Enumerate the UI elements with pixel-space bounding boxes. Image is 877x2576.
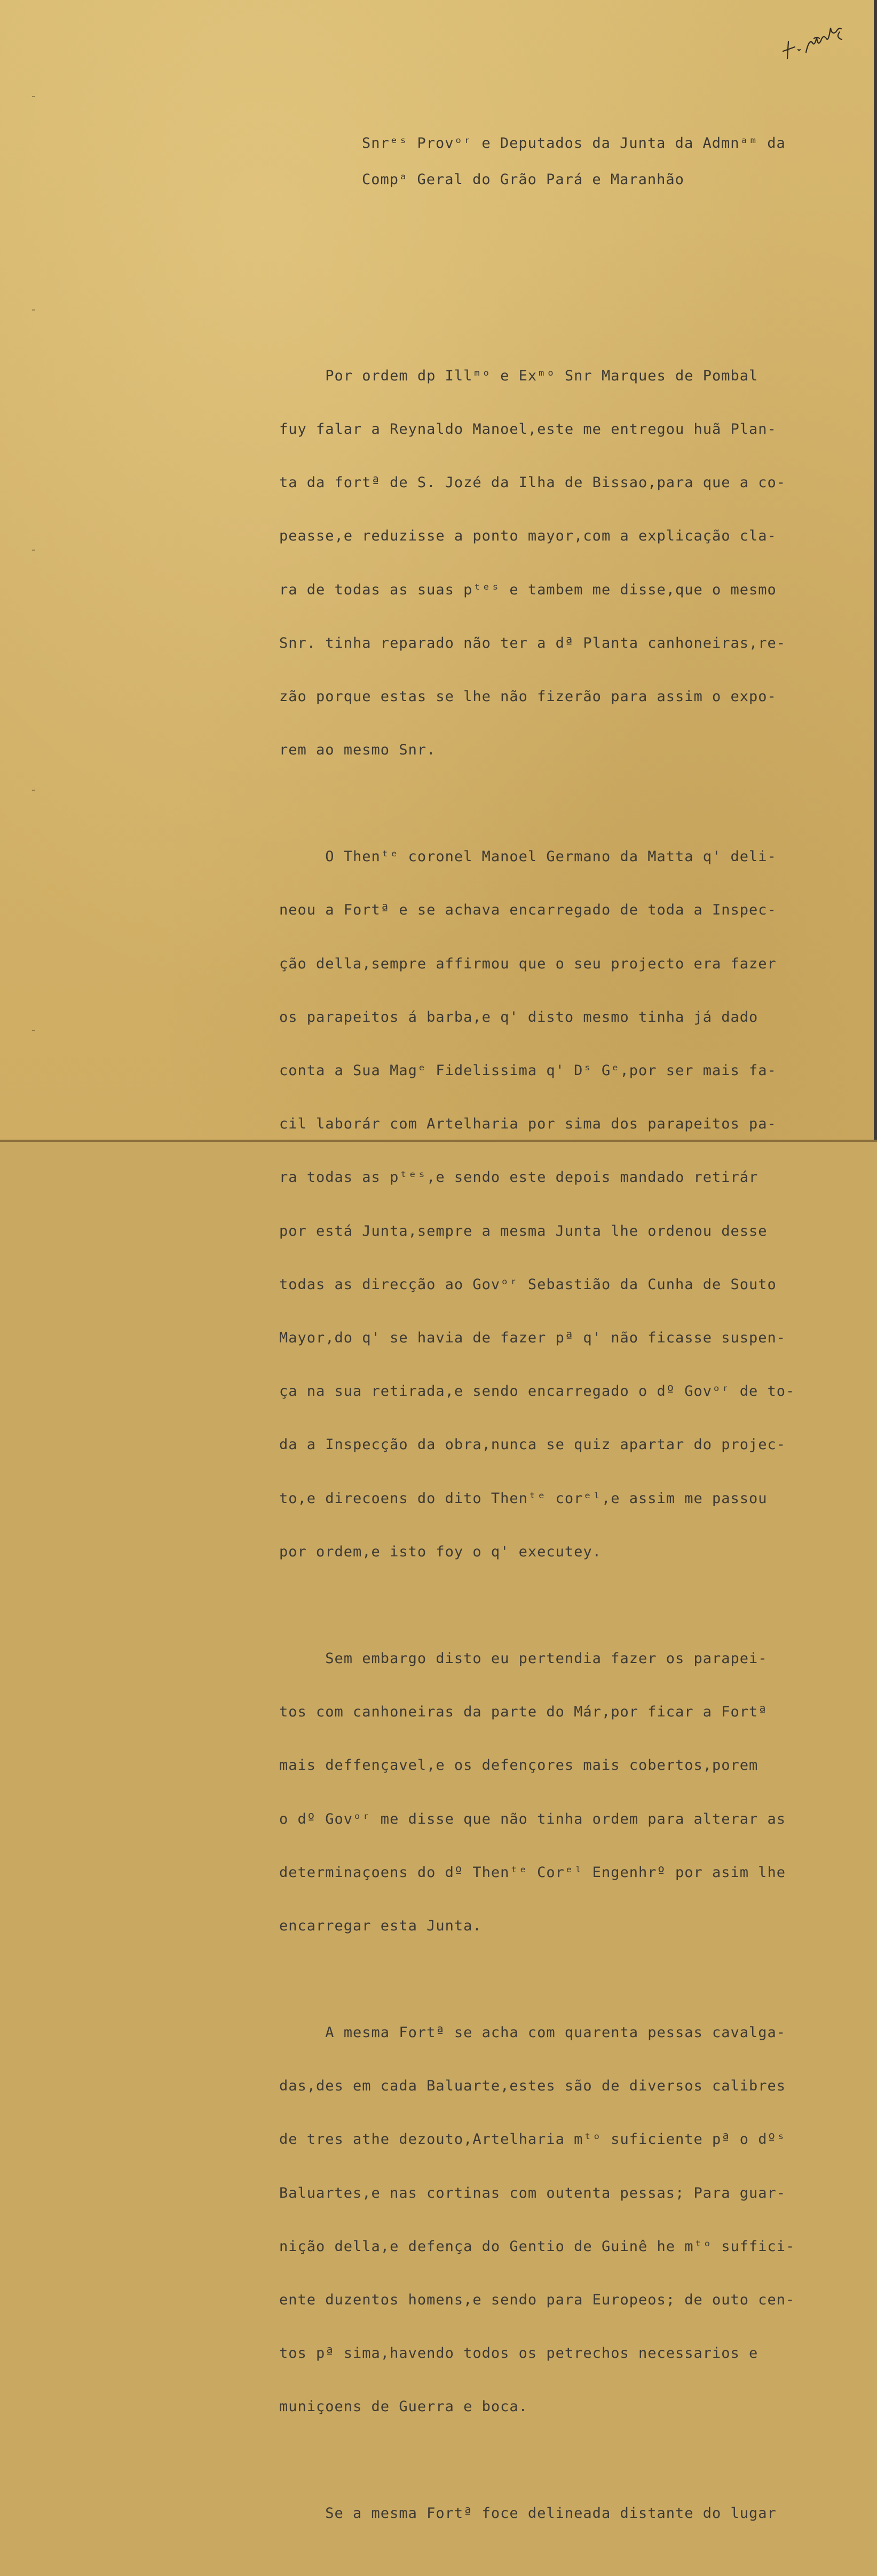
text-line: to,e direcoens do dito Thenᵗᵉ corᵉˡ,e assim me passou: [279, 1490, 768, 1507]
text-line: por está Junta,sempre a mesma Junta lhe ordenou desse: [279, 1222, 768, 1239]
text-line: Snr. tinha reparado não ter a dª Planta canhoneiras,re-: [279, 634, 786, 651]
text-line: conta a Sua Magᵉ Fidelissima q' Dˢ Gᵉ,por ser mais fa-: [279, 1062, 777, 1079]
text-line: zão porque estas se lhe não fizerão para assim o expo-: [279, 688, 777, 705]
text-line: determinaçoens do dº Thenᵗᵉ Corᵉˡ Engenhrº por asim lhe: [279, 1864, 786, 1881]
margin-marks: [32, 96, 37, 1056]
paragraph-3: [279, 1614, 861, 1970]
text-line: Baluartes,e nas cortinas com outenta pessas; Para guar-: [279, 2184, 786, 2201]
addressee-block: [362, 125, 786, 198]
text-line: Por ordem dp Illᵐᵒ e Exᵐᵒ Snr Marques de Pombal: [279, 367, 759, 384]
text-line: tos pª sima,havendo todos os petrechos necessarios e: [279, 2345, 759, 2362]
text-line: ta da fortª de S. Jozé da Ilha de Bissao,para que a co-: [279, 474, 786, 491]
text-line: O Thenᵗᵉ coronel Manoel Germano da Matta q' deli-: [279, 848, 777, 865]
text-line: muniçoens de Guerra e boca.: [279, 2398, 528, 2415]
scan-edge-right: [874, 0, 877, 1142]
text-line: o dº Govᵒʳ me disse que não tinha ordem para alterar as: [279, 1810, 786, 1827]
text-line: tos com canhoneiras da parte do Már,por ficar a Fortª: [279, 1704, 768, 1721]
text-line: por ordem,e isto foy o q' executey.: [279, 1543, 602, 1560]
text-line: da a Inspecção da obra,nunca se quiz apartar do projec-: [279, 1436, 786, 1453]
scan-edge-bottom: [0, 1140, 877, 1142]
text-line: ra de todas as suas pᵗᵉˢ e tambem me disse,que o mesmo: [279, 581, 777, 598]
text-line: neou a Fortª e se achava encarregado de toda a Inspec-: [279, 902, 777, 919]
text-line: das,des em cada Baluarte,estes são de diversos calibres: [279, 2078, 786, 2095]
paragraph-2: [279, 812, 861, 1596]
text-line: mais deffençavel,e os defençores mais cobertos,porem: [279, 1757, 759, 1774]
address-line-2: Compᵃ Geral do Grão Pará e Maranhão: [362, 171, 684, 188]
paragraph-4: [279, 1988, 861, 2451]
text-line: ente duzentos homens,e sendo para Europeos; de outo cen-: [279, 2291, 795, 2308]
text-line: Sem embargo disto eu pertendia fazer os parapei-: [279, 1650, 768, 1667]
address-line-1: Snrᵉˢ Provᵒʳ e Deputados da Junta da Admnᵃᵐ da: [362, 135, 786, 152]
text-line: fuy falar a Reynaldo Manoel,este me entregou huã Plan-: [279, 421, 777, 438]
text-line: os parapeitos á barba,e q' disto mesmo tinha já dado: [279, 1008, 759, 1025]
text-line: Mayor,do q' se havia de fazer pª q' não ficasse suspen-: [279, 1330, 786, 1347]
text-line: ça na sua retirada,e sendo encarregado o dº Govᵒʳ de to-: [279, 1383, 795, 1400]
text-line: rem ao mesmo Snr.: [279, 742, 436, 759]
text-line: ção della,sempre affirmou que o seu projecto era fazer: [279, 955, 777, 972]
text-line: A mesma Fortª se acha com quarenta pessas cavalga-: [279, 2024, 786, 2041]
text-line: nição della,e defença do Gentio de Guinê he mᵗᵒ suffici-: [279, 2238, 795, 2255]
letter-body: [279, 331, 861, 2576]
handwritten-annotation: [777, 20, 857, 68]
text-line: encarregar esta Junta.: [279, 1917, 482, 1934]
text-line: de tres athe dezouto,Artelharia mᵗᵒ suficiente pª o dºˢ: [279, 2131, 786, 2148]
text-line: Se a mesma Fortª foce delineada distante do lugar: [279, 2505, 777, 2522]
text-line: cil laborár com Artelharia por sima dos parapeitos pa-: [279, 1116, 777, 1133]
text-line: peasse,e reduzisse a ponto mayor,com a explicação cla-: [279, 528, 777, 545]
text-line: todas as direcção ao Govᵒʳ Sebastião da Cunha de Souto: [279, 1276, 777, 1293]
paragraph-5: [279, 2469, 861, 2558]
paragraph-1: [279, 331, 861, 794]
text-line: ra todas as pᵗᵉˢ,e sendo este depois mandado retirár: [279, 1169, 759, 1186]
